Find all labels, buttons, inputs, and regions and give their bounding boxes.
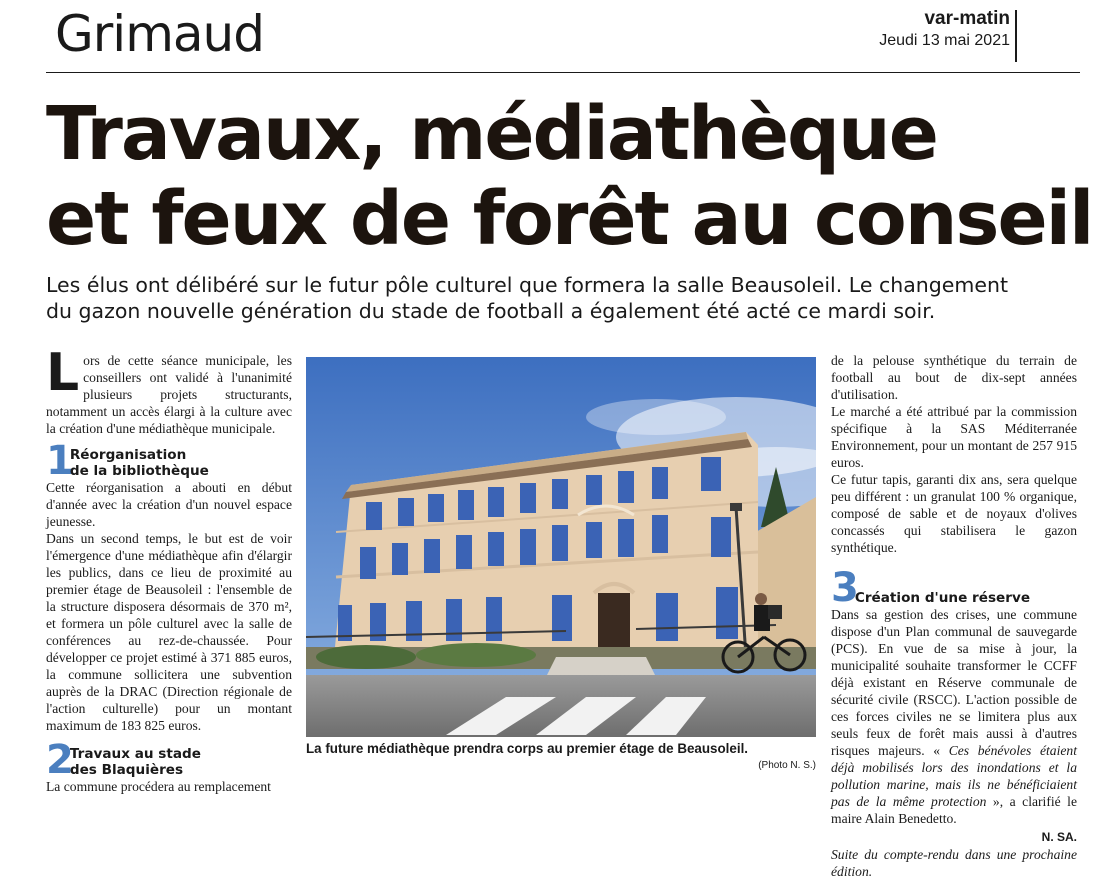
section-2-heading [46, 737, 292, 783]
section-3-text: Dans sa gestion des crises, une commune dispose d'un Plan communal de sauvegarde (PCS). En vue de sa mise à jour, la municipalité souhaite transformer le CCFF déjà existant en Réserve communale de sécurité civile (RSCC). L'action possible de ces forces civiles ne se limitera plus aux seuls feux de forêt mais aussi à d'autres risques majeurs. « [831, 607, 1077, 758]
section-3-paragraph-1 [831, 606, 1077, 827]
intro-text: ors de cette séance municipale, les conseillers ont validé à l'unanimité plusieurs projets structurants, notamment un accès élargi à la culture avec la création d'une médiathèque municipale. [46, 353, 292, 436]
section-2-title-line-1: Travaux au stade [69, 746, 202, 762]
header-divider [1015, 10, 1017, 62]
section-1-title-line-2: de la bibliothèque [69, 463, 209, 479]
section-2-number: 2 [46, 737, 74, 783]
section-1-title-line-1: Réorganisation [69, 447, 187, 463]
lead-line-1: Les élus ont délibéré sur le futur pôle culturel que formera la salle Beausoleil. Le changement [46, 273, 1009, 297]
photo-illustration [306, 357, 816, 737]
section-3-title [855, 590, 1030, 606]
lead-paragraph [46, 272, 1086, 324]
headline-line-2: et feux de forêt au conseil [46, 176, 1093, 262]
newspaper-name: var-matin [924, 8, 1010, 29]
continued-note: Suite du compte-rendu dans une prochaine édition. [831, 847, 1077, 879]
drop-cap: L [46, 343, 80, 403]
column-left [46, 343, 292, 795]
photo-caption: La future médiathèque prendra corps au premier étage de Beausoleil. [306, 741, 749, 756]
section-2-title [70, 746, 201, 778]
header-rule [46, 72, 1080, 73]
column-right [831, 352, 1077, 880]
section-3-number: 3 [831, 565, 859, 611]
headline-line-1: Travaux, médiathèque [46, 91, 937, 177]
section-3-text-end: », a clarifié le maire Alain Benedetto. [831, 794, 1077, 826]
publication-date: Jeudi 13 mai 2021 [879, 32, 1010, 49]
section-1-paragraph-1: Cette réorganisation a abouti en début d'année avec la création d'un nouvel espace jeunesse. [46, 480, 292, 529]
section-2-paragraph-1: La commune procédera au remplacement [46, 779, 271, 794]
section-2-title-line-2: des Blaquières [69, 762, 184, 778]
building-photo [306, 357, 816, 737]
section-3-title-line-1: Création d'une réserve [854, 590, 1031, 606]
section-1-heading [46, 438, 292, 484]
col3-paragraph-1: de la pelouse synthétique du terrain de football au bout de dix-sept années d'utilisation. [831, 353, 1077, 402]
section-1-paragraph-2: Dans un second temps, le but est de voir l'émergence d'une médiathèque afin d'élargir les publics, dans ce lieu de proximité au premier étage de Beausoleil : l'ensemble de la structure disposera désormais de 370 m², et formera un pôle culturel avec la salle de conférences au rez-de-chaussée. Pour développer ce projet estimé à 371 885 euros, la commune sollicitera une subvention auprès de la DRAC (Direction régionale de l'action culturelle) pour un montant maximum de 183 825 euros. [46, 531, 292, 733]
author-signature: N. SA. [1041, 830, 1077, 844]
photo-credit: (Photo N. S.) [758, 760, 816, 771]
col3-paragraph-3: Ce futur tapis, garanti dix ans, sera quelque peu différent : un granulat 100 % organique, composé de sable et de noyaux d'olives concassés qui stabilisera le gazon synthétique. [831, 472, 1077, 555]
city-name: Grimaud [55, 5, 264, 63]
headline [46, 92, 1096, 262]
lead-line-2: du gazon nouvelle génération du stade de football a également été acté ce mardi soir. [46, 299, 936, 323]
section-3-heading [831, 565, 1077, 611]
section-1-title [70, 447, 209, 479]
col3-paragraph-2: Le marché a été attribué par la commission spécifique à la SAS Méditerranée Environnement, pour un montant de 257 915 euros. [831, 404, 1077, 470]
section-1-number: 1 [46, 438, 74, 484]
intro-paragraph [46, 343, 292, 437]
section-3-quote: Ces bénévoles étaient déjà mobilisés lors des inondations et la pollution marine, mais ils ne bénéficiaient pas de la même protection [831, 743, 1077, 809]
